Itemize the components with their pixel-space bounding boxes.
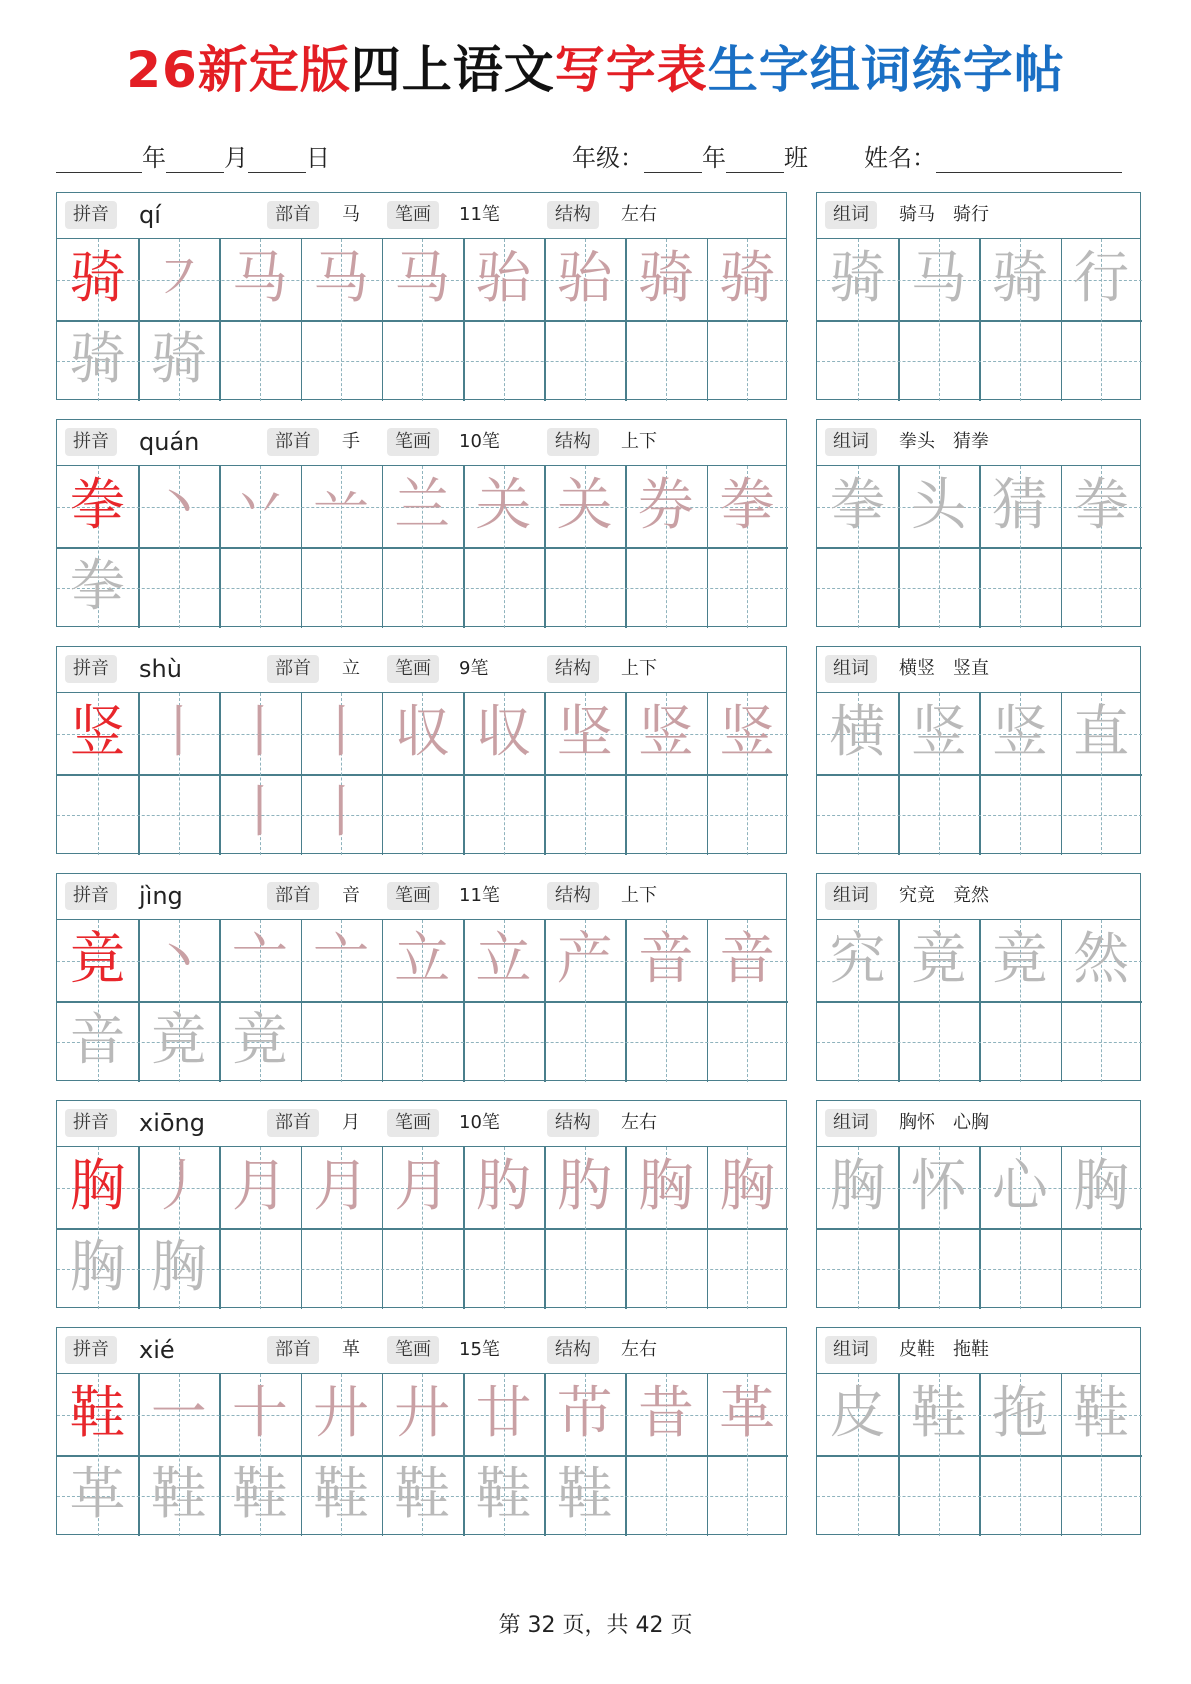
grid-line [817,320,1142,322]
stroke-order-step: 丨丨 [313,700,370,845]
stroke-order-step: 竟 [231,1008,288,1073]
word-practice-panel [816,646,1141,854]
structure-tag: 结构 [547,201,599,229]
date-grade-name-header [56,138,1136,172]
stroke-order-step: 马 [231,246,288,311]
title-part-2: 四上语文 [350,41,555,99]
stroke-order-step: 骑 [150,327,207,392]
stroke-order-step: 竟 [150,1008,207,1073]
name-blank[interactable] [936,148,1122,173]
strokes-tag: 笔画 [387,428,439,456]
stroke-order-step: 廾 [394,1381,451,1446]
word-info-bar [817,1328,1140,1374]
word-writing-grid [817,1374,1142,1536]
pinyin-value: jìng [139,882,183,910]
class-label: 班 [784,144,808,172]
strokes-tag: 笔画 [387,1109,439,1137]
stroke-order-step: 音 [719,927,776,992]
name-label: 姓名： [864,144,936,172]
stroke-order-step: 革 [719,1381,776,1446]
stroke-order-step: 革 [69,1462,126,1527]
stroke-order-step: 鞋 [475,1462,532,1527]
stroke-order-step: 十 [231,1381,288,1446]
pinyin-value: qí [139,201,161,229]
title-part-1: 26新定版 [126,41,351,99]
page-footer: 第 32 页，共 42 页 [498,1613,693,1638]
model-character: 竟 [69,927,126,992]
character-section [56,419,1141,627]
stroke-order-step: 音 [69,1008,126,1073]
structure-value: 上下 [621,431,657,452]
words-tag: 组词 [825,201,877,229]
stroke-order-step: 胸 [719,1154,776,1219]
stroke-order-step: 关 [475,473,532,538]
word-writing-grid [817,1147,1142,1309]
month-label: 月 [224,144,248,172]
stroke-order-step: 亠 [231,927,288,992]
character-section [56,646,1141,854]
pinyin-value: xié [139,1336,175,1364]
stroke-order-step: 肑 [475,1154,532,1219]
stroke-order-step: 竖 [637,700,694,765]
word-practice-panel [816,1327,1141,1535]
structure-value: 左右 [621,204,657,225]
word-trace-character: 鞋 [910,1381,967,1446]
class-blank[interactable] [726,148,784,173]
structure-tag: 结构 [547,1336,599,1364]
grid-line [817,547,1142,549]
stroke-order-step: 马 [394,246,451,311]
pinyin-value: shù [139,655,182,683]
character-section [56,1327,1141,1535]
stroke-order-step: 丷 [231,473,288,538]
year-label: 年 [142,144,166,172]
word-trace-character: 竟 [910,927,967,992]
stroke-order-step: 竖 [719,700,776,765]
word-trace-character: 究 [829,927,886,992]
grid-line [817,1228,1142,1230]
model-character: 胸 [69,1154,126,1219]
radical-value: 音 [342,885,360,906]
stroke-order-step: 丨丨 [231,700,288,845]
word-trace-character: 竟 [991,927,1048,992]
writing-grid [57,1147,788,1309]
guide-line [817,1042,1142,1043]
stroke-order-step: 丿 [150,1154,207,1219]
model-character: 竖 [69,700,126,765]
radical-tag: 部首 [267,1336,319,1364]
stroke-order-step: 胸 [150,1235,207,1300]
pinyin-tag: 拼音 [65,882,117,910]
writing-grid [57,239,788,401]
stroke-order-step: 昔 [637,1381,694,1446]
words-tag: 组词 [825,882,877,910]
pinyin-tag: 拼音 [65,655,117,683]
stroke-order-step: 収 [394,700,451,765]
character-practice-panel [56,419,787,627]
grid-line [817,774,1142,776]
stroke-order-step: 鞋 [150,1462,207,1527]
structure-tag: 结构 [547,1109,599,1137]
structure-value: 上下 [621,885,657,906]
writing-grid [57,693,788,855]
guide-line [817,588,1142,589]
stroke-order-step: 廿 [475,1381,532,1446]
word-writing-grid [817,239,1142,401]
word-info-bar [817,874,1140,920]
structure-value: 上下 [621,658,657,679]
word-trace-character: 猜 [991,473,1048,538]
page-title [0,40,1191,100]
grid-line [817,1455,1142,1457]
words-tag: 组词 [825,655,877,683]
word-writing-grid [817,693,1142,855]
strokes-tag: 笔画 [387,1336,439,1364]
words-value: 究竟 竟然 [899,885,989,906]
stroke-order-step: 关 [556,473,613,538]
grid-line [817,1001,1142,1003]
stroke-order-step: 一 [150,1381,207,1446]
stroke-order-step: 月 [394,1154,451,1219]
radical-value: 革 [342,1339,360,1360]
stroke-order-step: 骑 [637,246,694,311]
day-label: 日 [306,144,330,172]
words-value: 胸怀 心胸 [899,1112,989,1133]
pinyin-tag: 拼音 [65,201,117,229]
stroke-order-step: 骑 [719,246,776,311]
title-part-4: 生字组词练字帖 [707,41,1065,99]
radical-value: 马 [342,204,360,225]
word-info-bar [817,647,1140,693]
word-trace-character: 拖 [991,1381,1048,1446]
words-tag: 组词 [825,428,877,456]
stroke-order-step: 肑 [556,1154,613,1219]
character-section [56,873,1141,1081]
stroke-order-step: 产 [556,927,613,992]
word-trace-character: 行 [1073,246,1130,311]
guide-line [817,1269,1142,1270]
stroke-order-step: 骀 [475,246,532,311]
word-info-bar [817,420,1140,466]
stroke-order-step: 廾 [313,1381,370,1446]
character-info-bar [57,1328,786,1374]
character-info-bar [57,420,786,466]
word-trace-character: 皮 [829,1381,886,1446]
guide-line [817,1496,1142,1497]
pinyin-tag: 拼音 [65,1109,117,1137]
word-info-bar [817,1101,1140,1147]
word-trace-character: 骑 [991,246,1048,311]
guide-line [817,361,1142,362]
radical-tag: 部首 [267,655,319,683]
word-trace-character: 心 [991,1154,1048,1219]
stroke-order-step: 丶 [150,473,207,538]
word-practice-panel [816,192,1141,400]
radical-tag: 部首 [267,882,319,910]
stroke-order-step: 坚 [556,700,613,765]
word-trace-character: 竖 [910,700,967,765]
word-trace-character: 胸 [1073,1154,1130,1219]
stroke-order-step: 骀 [556,246,613,311]
character-practice-panel [56,1327,787,1535]
strokes-tag: 笔画 [387,882,439,910]
word-trace-character: 头 [910,473,967,538]
word-trace-character: 横 [829,700,886,765]
strokes-value: 9笔 [459,658,489,679]
word-trace-character: 怀 [910,1154,967,1219]
stroke-order-step: 丶 [150,927,207,992]
stroke-order-step: 音 [637,927,694,992]
grade-label: 年级： [572,144,644,172]
stroke-order-step: 収 [475,700,532,765]
stroke-order-step: 月 [313,1154,370,1219]
stroke-order-step: 拳 [69,554,126,619]
word-writing-grid [817,920,1142,1082]
model-character: 骑 [69,246,126,311]
word-trace-character: 骑 [829,246,886,311]
structure-value: 左右 [621,1112,657,1133]
pinyin-value: xiōng [139,1109,205,1137]
structure-tag: 结构 [547,882,599,910]
writing-grid [57,920,788,1082]
character-practice-panel [56,1100,787,1308]
radical-tag: 部首 [267,201,319,229]
word-trace-character: 拳 [829,473,886,538]
stroke-order-step: 胸 [69,1235,126,1300]
stroke-order-step: 立 [475,927,532,992]
word-info-bar [817,193,1140,239]
word-trace-character: 拳 [1073,473,1130,538]
words-tag: 组词 [825,1336,877,1364]
strokes-value: 10笔 [459,431,500,452]
word-trace-character: 直 [1073,700,1130,765]
strokes-tag: 笔画 [387,201,439,229]
character-section [56,1100,1141,1308]
character-info-bar [57,1101,786,1147]
character-info-bar [57,193,786,239]
word-practice-panel [816,1100,1141,1308]
word-trace-character: 胸 [829,1154,886,1219]
writing-grid [57,1374,788,1536]
model-character: 鞋 [69,1381,126,1446]
word-practice-panel [816,873,1141,1081]
stroke-order-step: 鞋 [394,1462,451,1527]
structure-tag: 结构 [547,428,599,456]
stroke-order-step: ㇇ [150,246,207,311]
writing-grid [57,466,788,628]
stroke-order-step: 立 [394,927,451,992]
word-trace-character: 竖 [991,700,1048,765]
strokes-value: 11笔 [459,204,500,225]
word-writing-grid [817,466,1142,628]
structure-value: 左右 [621,1339,657,1360]
pinyin-tag: 拼音 [65,1336,117,1364]
stroke-order-step: 丨 [150,700,207,765]
strokes-value: 15笔 [459,1339,500,1360]
character-info-bar [57,647,786,693]
stroke-order-step: 马 [313,246,370,311]
words-value: 拳头 猜拳 [899,431,989,452]
character-practice-panel [56,873,787,1081]
year-blank[interactable] [56,148,142,173]
stroke-order-step: 券 [637,473,694,538]
character-practice-panel [56,646,787,854]
month-blank[interactable] [166,148,224,173]
grade-blank[interactable] [644,148,702,173]
radical-value: 手 [342,431,360,452]
strokes-value: 10笔 [459,1112,500,1133]
guide-line [817,815,1142,816]
stroke-order-step: 鞋 [556,1462,613,1527]
stroke-order-step: 鞋 [231,1462,288,1527]
strokes-tag: 笔画 [387,655,439,683]
pinyin-value: quán [139,428,200,456]
stroke-order-step: 䒑 [313,473,370,538]
radical-tag: 部首 [267,1109,319,1137]
day-blank[interactable] [248,148,306,173]
structure-tag: 结构 [547,655,599,683]
stroke-order-step: 鞋 [313,1462,370,1527]
word-trace-character: 马 [910,246,967,311]
strokes-value: 11笔 [459,885,500,906]
words-value: 横竖 竖直 [899,658,989,679]
grade-year-label: 年 [702,144,726,172]
character-practice-panel [56,192,787,400]
stroke-order-step: 芇 [556,1381,613,1446]
word-practice-panel [816,419,1141,627]
stroke-order-step: 月 [231,1154,288,1219]
words-value: 骑马 骑行 [899,204,989,225]
radical-value: 月 [342,1112,360,1133]
stroke-order-step: 拳 [719,473,776,538]
radical-tag: 部首 [267,428,319,456]
word-trace-character: 然 [1073,927,1130,992]
character-section [56,192,1141,400]
model-character: 拳 [69,473,126,538]
pinyin-tag: 拼音 [65,428,117,456]
title-part-3: 写字表 [554,41,708,99]
word-trace-character: 鞋 [1073,1381,1130,1446]
radical-value: 立 [342,658,360,679]
words-value: 皮鞋 拖鞋 [899,1339,989,1360]
stroke-order-step: 兰 [394,473,451,538]
stroke-order-step: 骑 [69,327,126,392]
words-tag: 组词 [825,1109,877,1137]
character-info-bar [57,874,786,920]
stroke-order-step: 胸 [637,1154,694,1219]
stroke-order-step: 亠 [313,927,370,992]
